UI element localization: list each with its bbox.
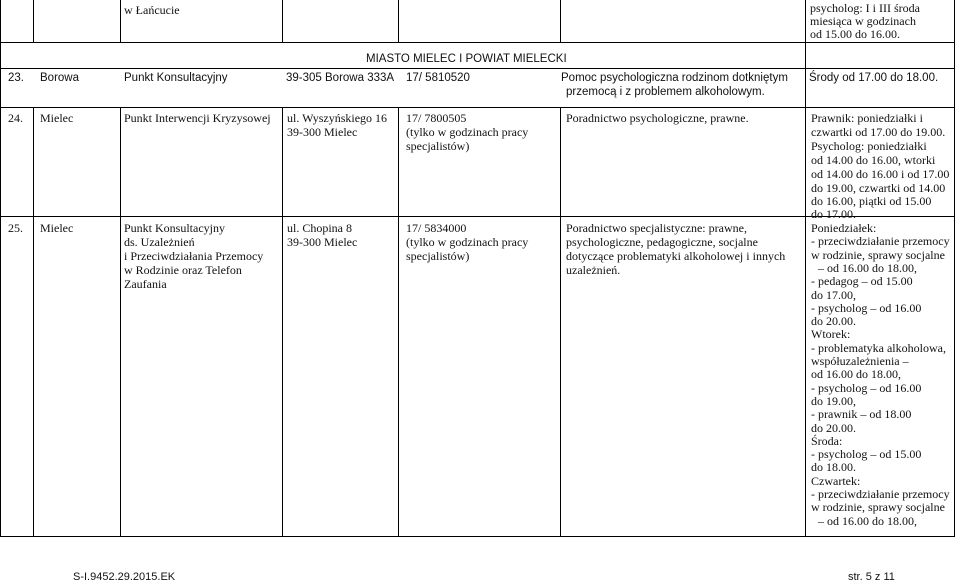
row-hours-line: Poniedziałek: xyxy=(811,221,877,235)
row-hours-line: - prawnik – od 18.00 xyxy=(811,407,912,421)
row-hours-line: - pedagog – od 15.00 xyxy=(811,274,913,288)
grid-line xyxy=(33,0,34,42)
row-hours-line: Psycholog: poniedziałki xyxy=(811,139,927,153)
grid-line xyxy=(282,107,283,536)
row-phone-line: (tylko w godzinach pracy xyxy=(406,125,529,139)
grid-line xyxy=(560,107,561,536)
row-hours-line: – od 16.00 do 18.00, xyxy=(818,261,917,275)
grid-line xyxy=(120,107,121,536)
grid-line xyxy=(0,107,955,108)
grid-line xyxy=(398,0,399,42)
top-row-hours-line: miesiąca w godzinach xyxy=(810,14,916,28)
grid-line xyxy=(0,68,955,69)
row-hours-line: w rodzinie, sprawy socjalne xyxy=(811,500,945,514)
row-hours-line: od 14.00 do 16.00 i od 17.00 xyxy=(811,167,950,181)
grid-line xyxy=(282,0,283,42)
row-phone-line: 17/ 5834000 xyxy=(406,221,467,235)
row-city: Mielec xyxy=(40,111,74,125)
row-hours-line: do 17.00, xyxy=(811,288,856,302)
row-hours-line: - problematyka alkoholowa, xyxy=(811,341,946,355)
row-hours-line: do 19.00, xyxy=(811,394,856,408)
row-hours-line: do 20.00. xyxy=(811,314,856,328)
row-hours-line: w rodzinie, sprawy socjalne xyxy=(811,248,945,262)
row-hours-line: do 20.00. xyxy=(811,421,856,435)
section-heading: MIASTO MIELEC I POWIAT MIELECKI xyxy=(366,53,567,65)
grid-line xyxy=(954,0,955,536)
row-hours-line: od 14.00 do 16.00, wtorki xyxy=(811,153,936,167)
row-city: Mielec xyxy=(40,221,74,235)
row-address-line: ul. Chopina 8 xyxy=(287,221,352,235)
row-number: 25. xyxy=(8,221,23,235)
row-number: 24. xyxy=(8,111,23,125)
row-hours-line: Środa: xyxy=(811,434,843,448)
grid-line xyxy=(0,536,955,537)
grid-line xyxy=(120,0,121,42)
row-help-line: Pomoc psychologiczna rodzinom dotkniętym xyxy=(561,72,788,84)
row-help-line: dotyczące problematyki alkoholowej i innych xyxy=(566,249,786,263)
row-address-line: 39-300 Mielec xyxy=(287,125,358,139)
row-name-line: Punkt Konsultacyjny xyxy=(124,221,225,235)
row-address-line: 39-300 Mielec xyxy=(287,235,358,249)
row-hours-line: do 18.00. xyxy=(811,460,856,474)
row-name-line: w Rodzinie oraz Telefon xyxy=(124,263,242,277)
row-hours-line: Wtorek: xyxy=(811,327,851,341)
row-hours-line: do 16.00, piątki od 15.00 xyxy=(811,194,932,208)
row-hours-line: - psycholog – od 16.00 xyxy=(811,301,922,315)
page-number: str. 5 z 11 xyxy=(848,571,895,583)
row-hours-line: współuzależnienia – xyxy=(811,354,909,368)
row-hours-line: czwartki od 17.00 do 19.00. xyxy=(811,125,946,139)
top-row-hours-line: psycholog: I i III środa xyxy=(810,1,920,15)
row-hours-line: Czwartek: xyxy=(811,474,861,488)
grid-line xyxy=(33,107,34,536)
row-hours-line: – od 16.00 do 18.00, xyxy=(818,514,917,528)
row-phone-line: specjalistów) xyxy=(406,249,470,263)
row-help-line: Poradnictwo specjalistyczne: prawne, xyxy=(566,221,747,235)
row-help-line: psychologiczne, pedagogiczne, socjalne xyxy=(566,235,758,249)
row-phone-line: 17/ 7800505 xyxy=(406,111,467,125)
document-id: S-I.9452.29.2015.EK xyxy=(73,571,176,583)
row-name-line: Punkt Konsultacyjny xyxy=(124,72,228,84)
grid-line xyxy=(0,0,1,536)
row-name-line: i Przeciwdziałania Przemocy xyxy=(124,249,264,263)
row-hours-line: do 17.00. xyxy=(811,207,856,221)
row-help-line: przemocą i z problemem alkoholowym. xyxy=(566,86,765,98)
row-name-line: Punkt Interwencji Kryzysowej xyxy=(124,111,271,125)
row-phone-line: 17/ 5810520 xyxy=(406,72,470,84)
row-address-line: ul. Wyszyńskiego 16 xyxy=(287,111,388,125)
top-row-location: w Łańcucie xyxy=(124,3,180,17)
row-city: Borowa xyxy=(40,72,79,84)
row-phone-line: specjalistów) xyxy=(406,139,470,153)
row-hours-line: do 19.00, czwartki od 14.00 xyxy=(811,181,946,195)
row-name-line: ds. Uzależnień xyxy=(124,235,195,249)
row-hours-line: - przeciwdziałanie przemocy xyxy=(811,234,950,248)
row-hours-line: od 16.00 do 18.00, xyxy=(811,367,901,381)
top-row-hours-line: od 15.00 do 16.00. xyxy=(810,27,900,41)
row-hours-line: - psycholog – od 15.00 xyxy=(811,447,922,461)
row-hours-line: Środy od 17.00 do 18.00. xyxy=(809,72,939,84)
row-help-line: Poradnictwo psychologiczne, prawne. xyxy=(566,111,749,125)
grid-line xyxy=(560,0,561,42)
row-hours-line: - psycholog – od 16.00 xyxy=(811,381,922,395)
row-number: 23. xyxy=(8,72,24,84)
row-address-line: 39-305 Borowa 333A xyxy=(286,72,395,84)
row-hours-line: Prawnik: poniedziałki i xyxy=(811,111,923,125)
row-name-line: Zaufania xyxy=(124,277,167,291)
grid-line xyxy=(805,0,806,536)
row-phone-line: (tylko w godzinach pracy xyxy=(406,235,529,249)
row-help-line: uzależnień. xyxy=(566,263,621,277)
grid-line xyxy=(398,107,399,536)
grid-line xyxy=(0,42,955,43)
row-hours-line: - przeciwdziałanie przemocy xyxy=(811,487,950,501)
